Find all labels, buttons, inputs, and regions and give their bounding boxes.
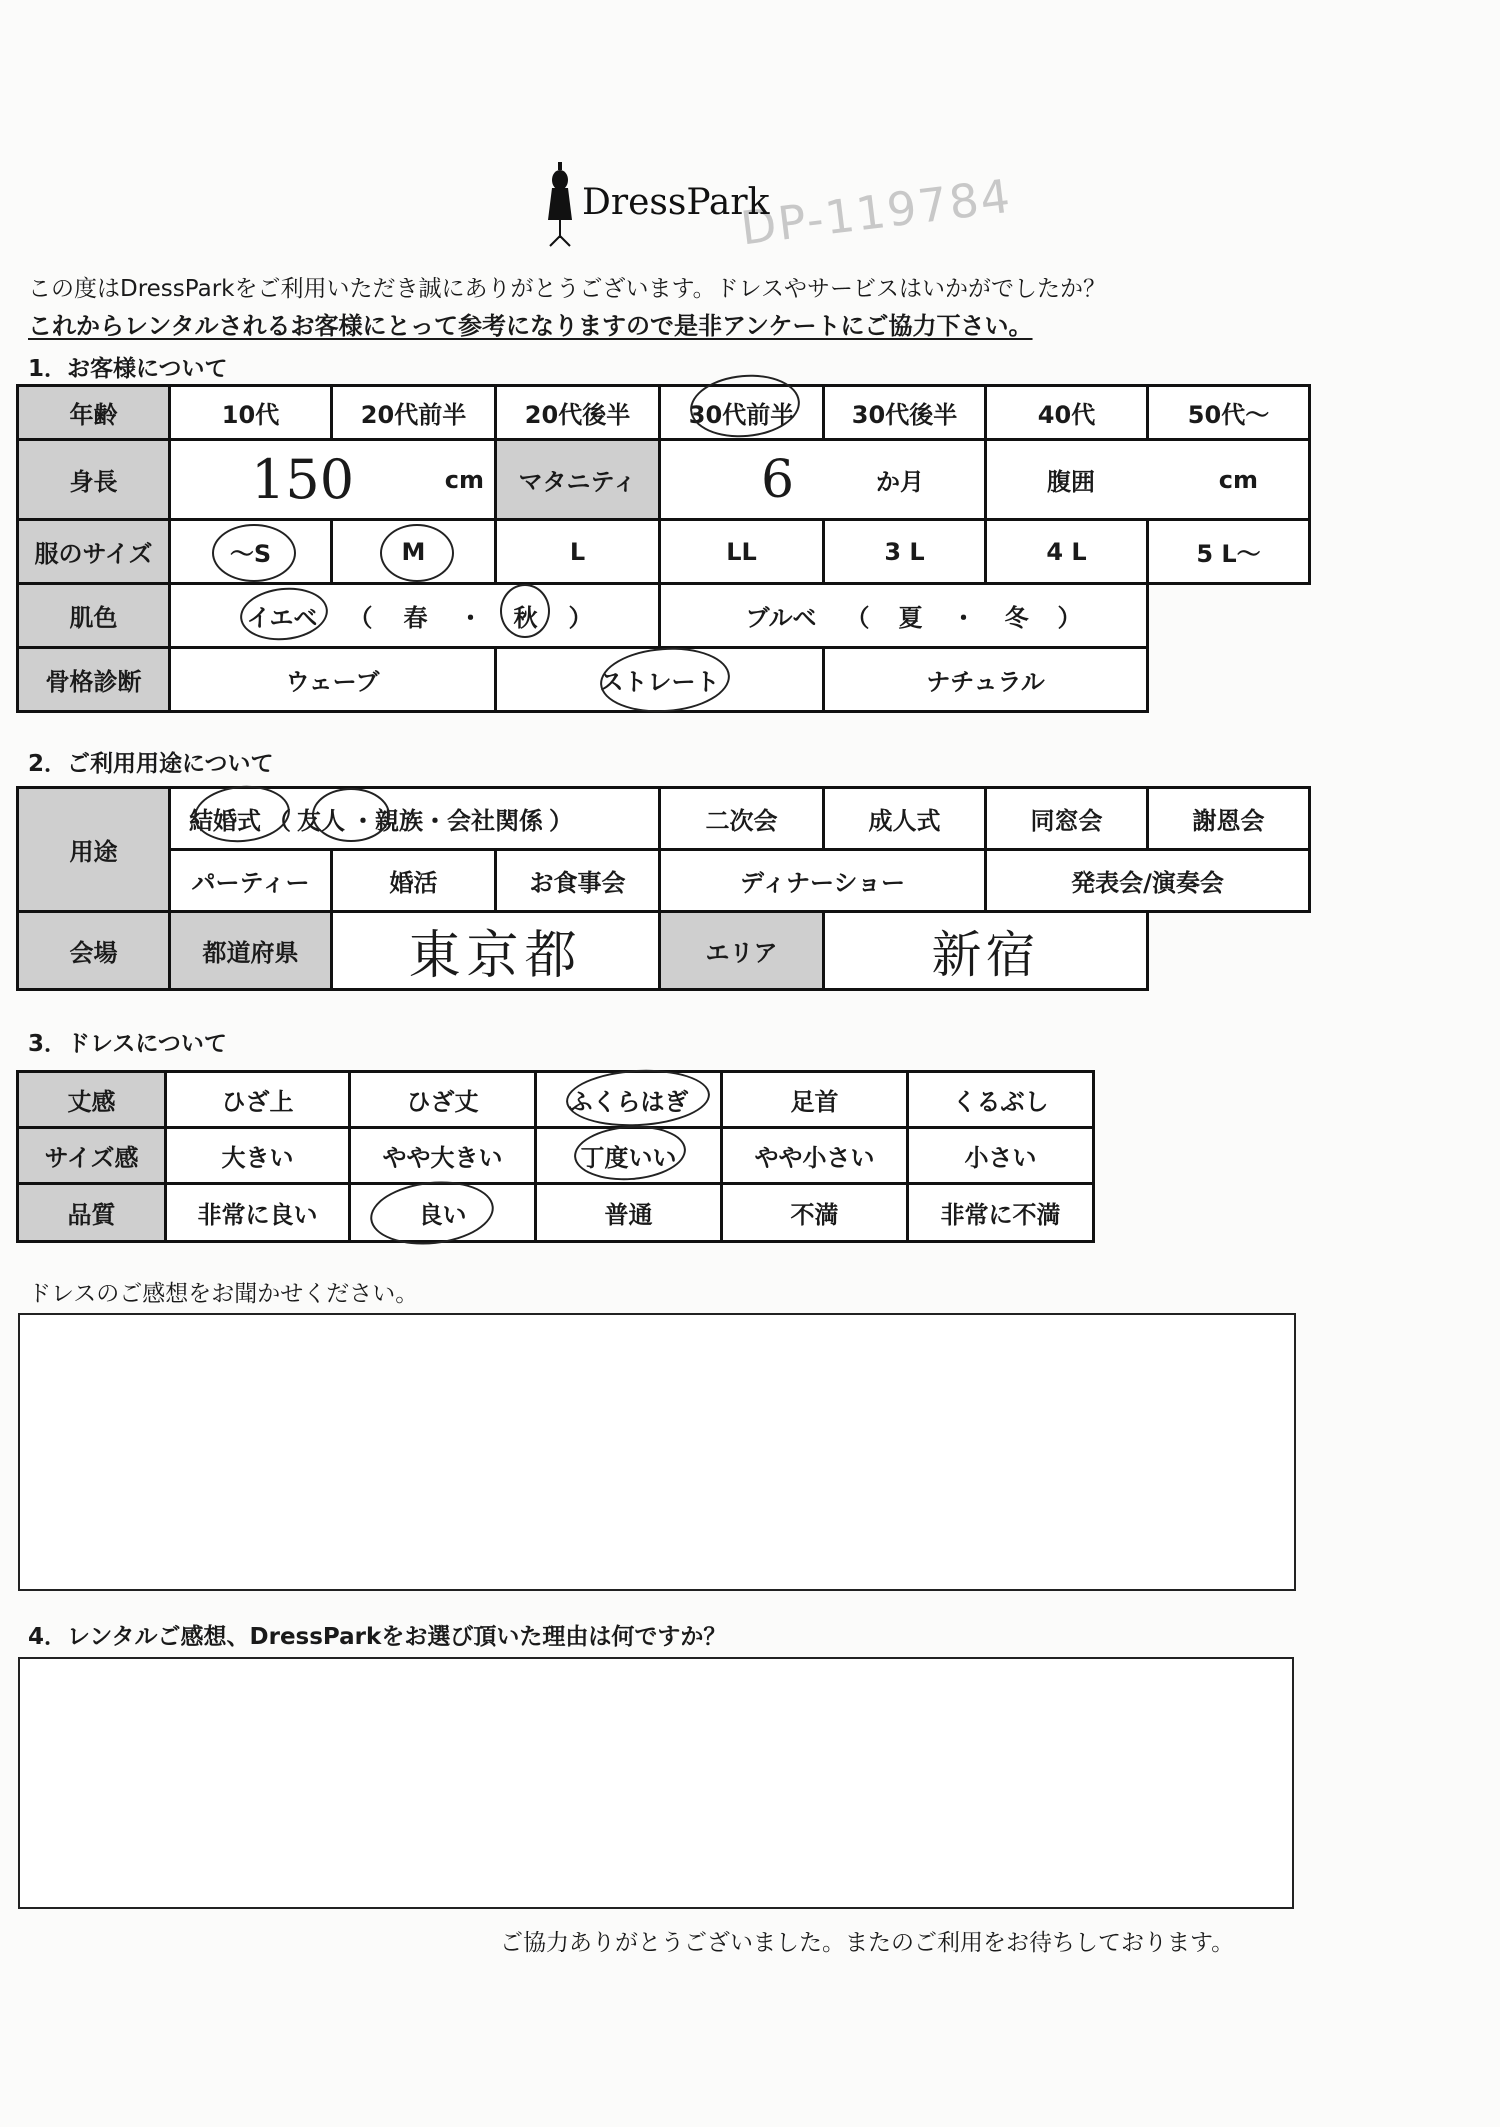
usage-table: [16, 786, 1311, 991]
quality-label: 品質: [18, 1184, 166, 1242]
length-option[interactable]: 足首: [722, 1072, 908, 1128]
use-option[interactable]: お食事会: [496, 850, 660, 912]
area-field[interactable]: [824, 912, 1148, 990]
age-option[interactable]: 50代～: [1148, 386, 1310, 440]
prefecture-field[interactable]: [332, 912, 660, 990]
fit-option[interactable]: 小さい: [908, 1128, 1094, 1184]
section3-title: 3．ドレスについて: [28, 1031, 227, 1057]
height-field[interactable]: [170, 440, 496, 520]
skin-spring[interactable]: 春: [403, 604, 428, 632]
height-value: 150: [251, 448, 355, 511]
wedding-option[interactable]: 結婚式 （ 友人 ・親族・会社関係 ）: [170, 788, 660, 850]
dress-comment-prompt: ドレスのご感想をお聞かせください。: [28, 1281, 419, 1307]
age-label: 年齢: [18, 386, 170, 440]
fit-option[interactable]: 大きい: [166, 1128, 350, 1184]
use-option[interactable]: 成人式: [824, 788, 986, 850]
skin-blue-option[interactable]: ブルベ （ 夏 ・ 冬 ）: [660, 584, 1148, 648]
quality-option[interactable]: 非常に良い: [166, 1184, 350, 1242]
skin-label: 肌色: [18, 584, 170, 648]
waist-unit: cm: [1218, 465, 1258, 494]
frame-option[interactable]: ウェーブ: [170, 648, 496, 712]
fit-option[interactable]: やや大きい: [350, 1128, 536, 1184]
frame-option-selected[interactable]: ストレート: [496, 648, 824, 712]
length-option-selected[interactable]: ふくらはぎ: [536, 1072, 722, 1128]
height-label: 身長: [18, 440, 170, 520]
order-number-stamp: DP-119784: [737, 168, 1015, 256]
fit-option-selected[interactable]: 丁度いい: [536, 1128, 722, 1184]
wedding-label[interactable]: 結婚式: [189, 807, 261, 835]
age-option[interactable]: 10代: [170, 386, 332, 440]
waist-label: 腹囲: [1047, 468, 1095, 496]
wedding-friend[interactable]: 友人: [297, 807, 345, 835]
skin-summer[interactable]: 夏: [898, 604, 923, 632]
prefecture-label: 都道府県: [170, 912, 332, 990]
closing-message: ご協力ありがとうございました。またのご利用をお待ちしております。: [500, 1930, 1235, 1956]
use-option[interactable]: 婚活: [332, 850, 496, 912]
dress-table: [16, 1070, 1095, 1243]
length-option[interactable]: ひざ丈: [350, 1072, 536, 1128]
dress-form-icon: [540, 160, 580, 250]
wedding-others[interactable]: ・親族・会社関係: [351, 807, 543, 835]
dress-comment-box[interactable]: [18, 1313, 1296, 1591]
size-option-selected[interactable]: ～S: [170, 520, 332, 584]
size-option[interactable]: LL: [660, 520, 824, 584]
venue-label: 会場: [18, 912, 170, 990]
quality-option[interactable]: 非常に不満: [908, 1184, 1094, 1242]
use-option[interactable]: 同窓会: [986, 788, 1148, 850]
use-option[interactable]: ディナーショー: [660, 850, 986, 912]
intro-text: この度はDressParkをご利用いただき誠にありがとうございます。ドレスやサービスはいかがでしたか？: [28, 276, 1106, 302]
maternity-value: 6: [761, 449, 795, 510]
area-label: エリア: [660, 912, 824, 990]
size-option[interactable]: L: [496, 520, 660, 584]
use-label: 用途: [18, 788, 170, 912]
skin-winter[interactable]: 冬: [1004, 604, 1029, 632]
intro-request: これからレンタルされるお客様にとって参考になりますので是非アンケートにご協力下さい。: [28, 312, 1033, 340]
maternity-field[interactable]: [660, 440, 986, 520]
size-option[interactable]: 3 L: [824, 520, 986, 584]
maternity-unit: か月: [876, 468, 924, 496]
quality-option[interactable]: 不満: [722, 1184, 908, 1242]
prefecture-value: 東京都: [408, 926, 583, 986]
dresspark-logo: [540, 160, 800, 250]
fit-label: サイズ感: [18, 1128, 166, 1184]
length-label: 丈感: [18, 1072, 166, 1128]
length-option[interactable]: ひざ上: [166, 1072, 350, 1128]
skin-blue-name: ブルベ: [745, 604, 817, 632]
size-label: 服のサイズ: [18, 520, 170, 584]
length-option[interactable]: くるぶし: [908, 1072, 1094, 1128]
brand-name: DressPark: [582, 182, 770, 223]
use-option[interactable]: 二次会: [660, 788, 824, 850]
skin-yellow-option[interactable]: イエベ （ 春 ・ 秋 ）: [170, 584, 660, 648]
section2-title: 2．ご利用用途について: [28, 751, 274, 777]
age-option[interactable]: 30代後半: [824, 386, 986, 440]
size-option[interactable]: 4 L: [986, 520, 1148, 584]
maternity-label: マタニティ: [496, 440, 660, 520]
use-option[interactable]: パーティー: [170, 850, 332, 912]
customer-table: [16, 384, 1311, 713]
fit-option[interactable]: やや小さい: [722, 1128, 908, 1184]
age-option[interactable]: 20代後半: [496, 386, 660, 440]
quality-option-selected[interactable]: 良い: [350, 1184, 536, 1242]
section1-title: 1．お客様について: [28, 356, 228, 382]
use-option[interactable]: 発表会/演奏会: [986, 850, 1310, 912]
waist-field[interactable]: [986, 440, 1310, 520]
skin-yellow-name: イエベ: [246, 604, 318, 632]
section4-title: 4．レンタルご感想、DressParkをお選び頂いた理由は何ですか？: [28, 1624, 727, 1650]
frame-label: 骨格診断: [18, 648, 170, 712]
rental-comment-box[interactable]: [18, 1657, 1294, 1909]
quality-option[interactable]: 普通: [536, 1184, 722, 1242]
size-option-selected[interactable]: M: [332, 520, 496, 584]
age-option[interactable]: 20代前半: [332, 386, 496, 440]
use-option[interactable]: 謝恩会: [1148, 788, 1310, 850]
age-option[interactable]: 40代: [986, 386, 1148, 440]
age-option-selected[interactable]: 30代前半: [660, 386, 824, 440]
skin-autumn[interactable]: 秋: [513, 604, 538, 632]
size-option[interactable]: 5 L～: [1148, 520, 1310, 584]
area-value: 新宿: [931, 925, 1040, 984]
height-unit: cm: [444, 465, 484, 494]
frame-option[interactable]: ナチュラル: [824, 648, 1148, 712]
